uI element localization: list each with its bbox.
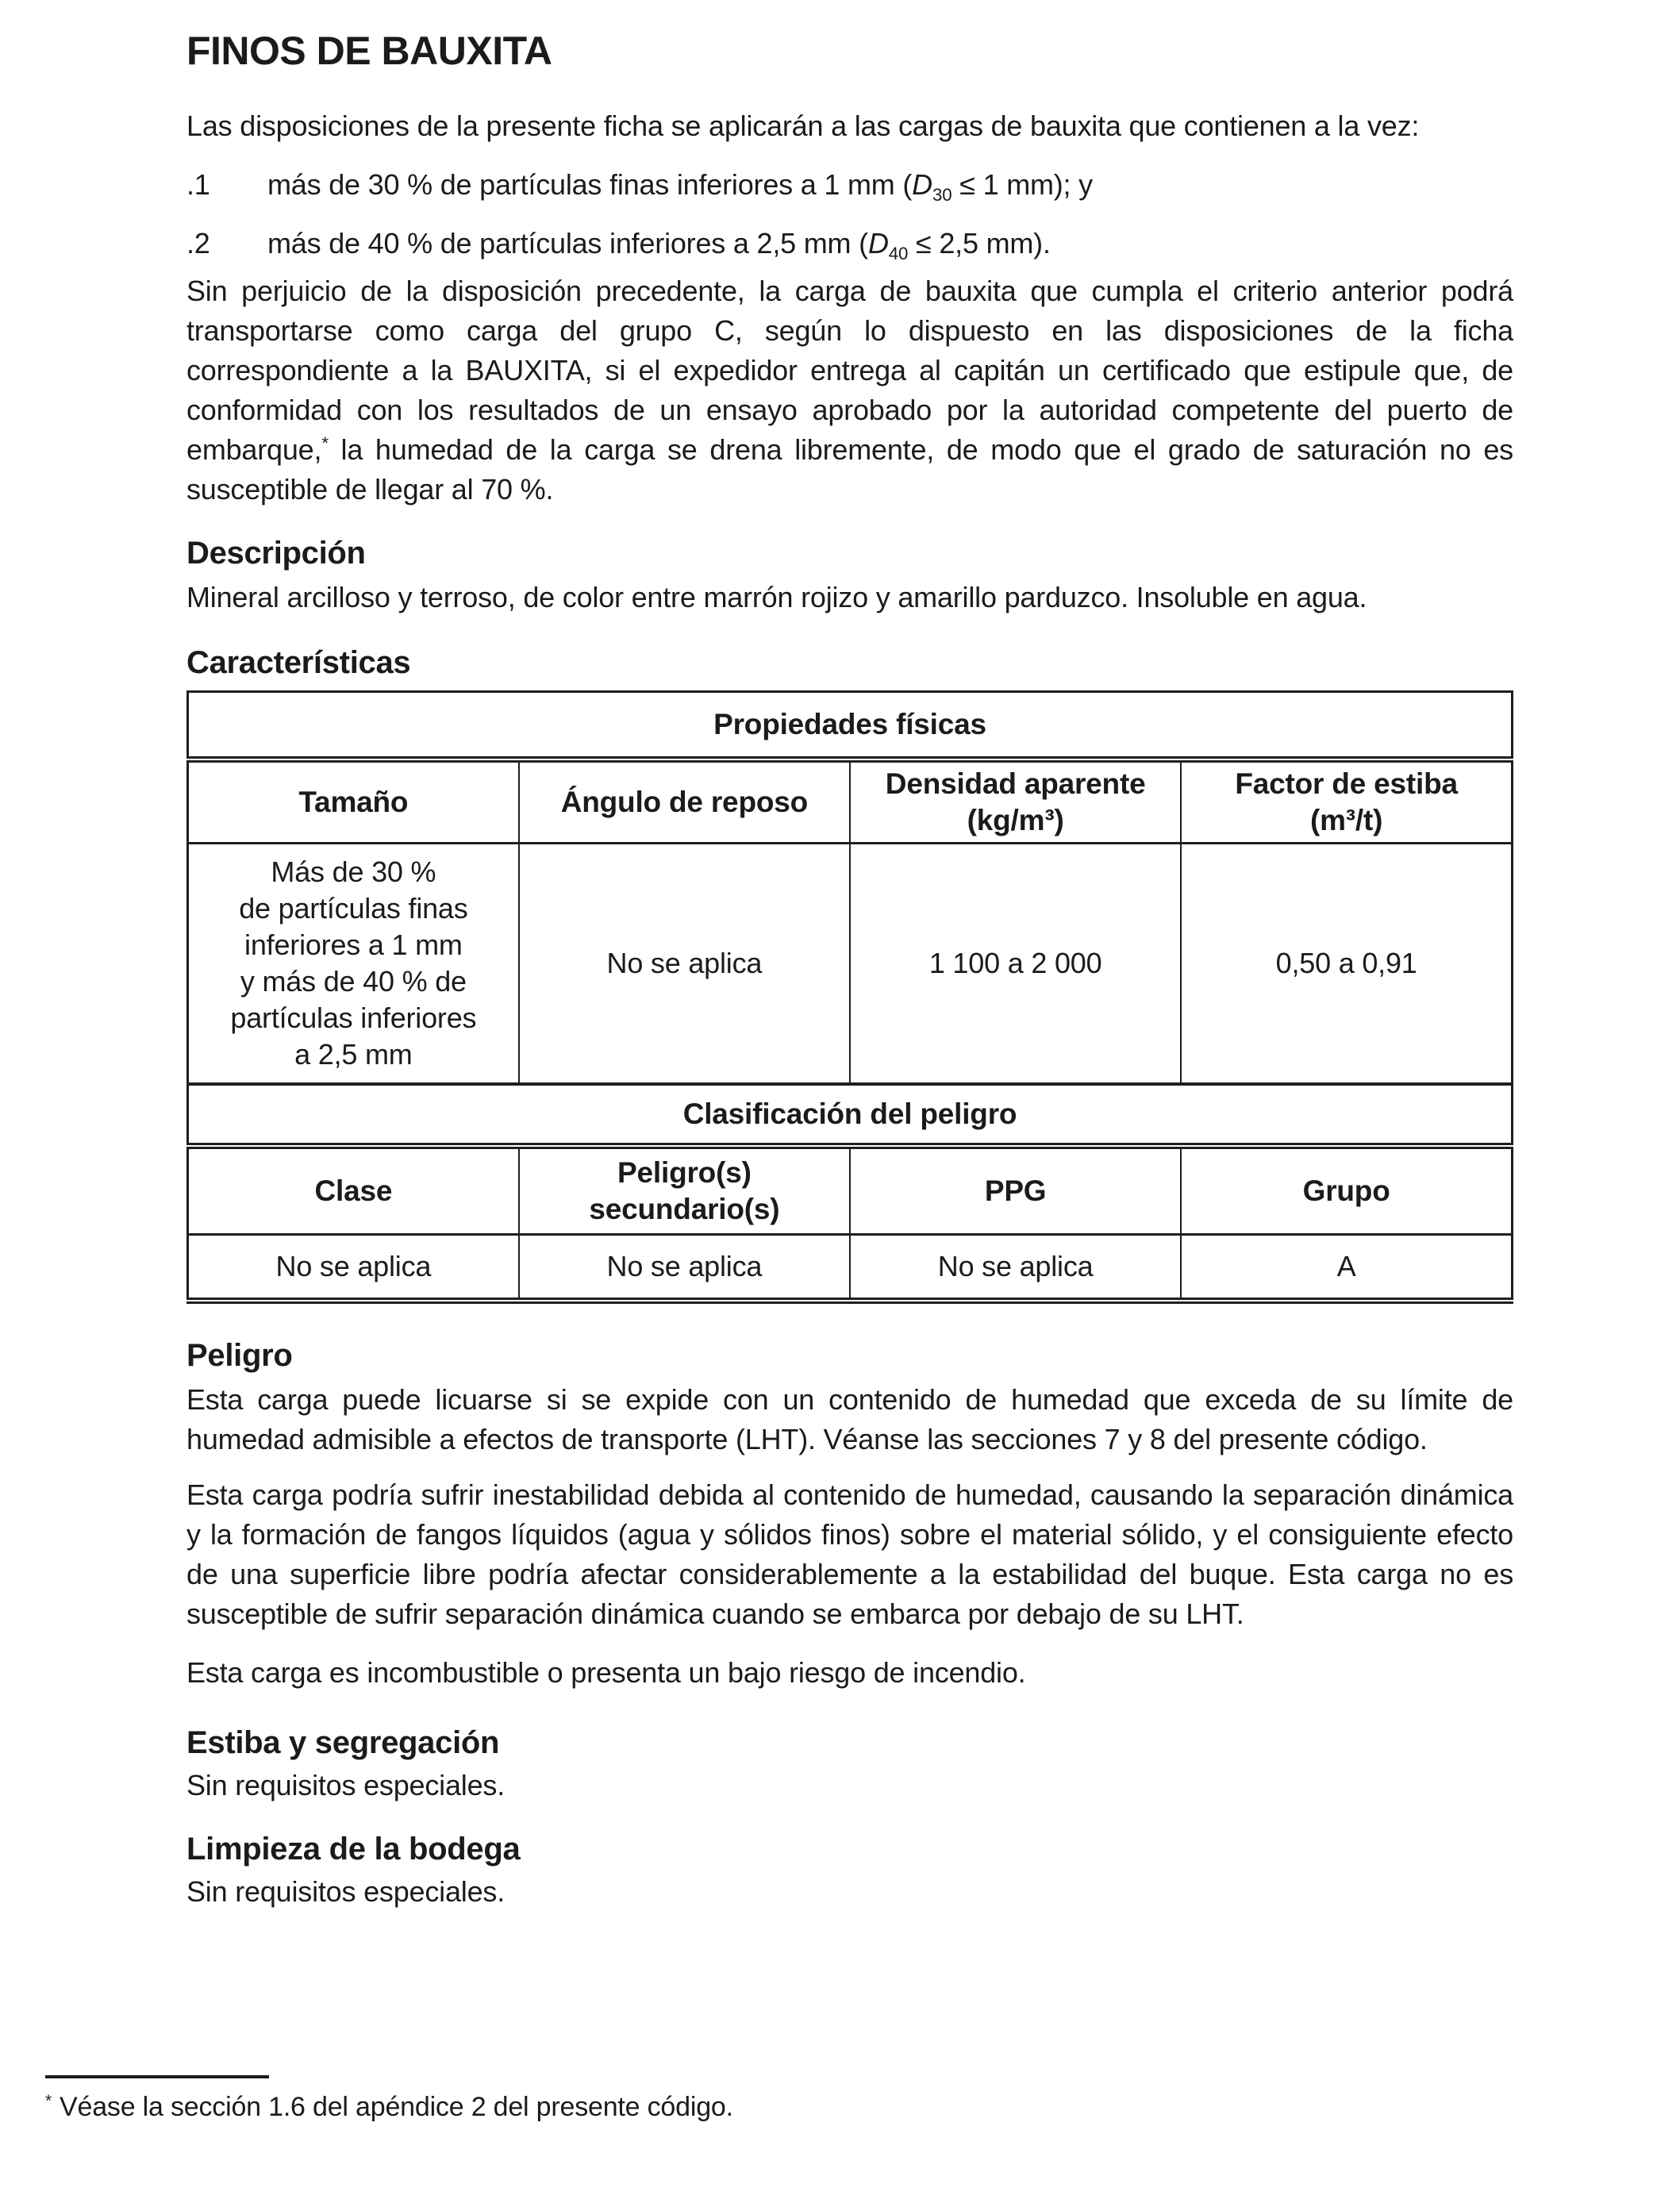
hazard-classification-header-row	[188, 1084, 1513, 1146]
list-item-1-pre: más de 30 % de partículas finas inferiores a 1 mm (	[267, 168, 913, 201]
cell-factor-de-estiba: 0,50 a 0,91	[1181, 844, 1512, 1085]
col-header-factor-line1: Factor de estiba	[1235, 767, 1458, 800]
col-header-tamano-line1: Tamaño	[298, 786, 409, 818]
list-item-1-post: ≤ 1 mm); y	[951, 168, 1093, 201]
list-item-1-text	[267, 165, 1513, 205]
col-header-peligros-line2: secundario(s)	[589, 1193, 780, 1225]
list-item-2-pre: más de 40 % de partículas inferiores a 2,5 mm (	[267, 227, 868, 260]
col-header-angulo-de-reposo	[519, 759, 850, 844]
cell-tamano-line5: partículas inferiores	[230, 1002, 477, 1034]
cell-peligros-secundarios: No se aplica	[519, 1235, 850, 1301]
col-header-peligros-line1: Peligro(s)	[617, 1156, 752, 1189]
estiba-heading: Estiba y segregación	[186, 1725, 500, 1760]
intro-paragraph: Las disposiciones de la presente ficha se aplicarán a las cargas de bauxita que contienen a la vez:	[186, 110, 1420, 142]
list-item-2-post: ≤ 2,5 mm).	[908, 227, 1051, 260]
peligro-heading: Peligro	[186, 1338, 293, 1373]
caracteristicas-heading: Características	[186, 645, 411, 680]
estiba-text: Sin requisitos especiales.	[186, 1769, 506, 1801]
footnote-rule	[45, 2075, 269, 2078]
cell-densidad-aparente: 1 100 a 2 000	[850, 844, 1181, 1085]
hazard-classification-header: Clasificación del peligro	[188, 1084, 1513, 1146]
hazard-classification-column-headers-row	[188, 1146, 1513, 1235]
col-header-densidad-line1: Densidad aparente	[885, 767, 1146, 800]
cell-clase: No se aplica	[188, 1235, 519, 1301]
descripcion-text: Mineral arcilloso y terroso, de color entre marrón rojizo y amarillo parduzco. Insoluble en agua.	[186, 581, 1367, 613]
proviso-text-before-ref: Sin perjuicio de la disposición precedente, la carga de bauxita que cumpla el criterio anterior podrá transportarse como carga del grupo C, según lo dispuesto en las disposiciones de la ficha correspondiente a la BAUXITA, si el expedidor entrega al capitán un certificado que estipule que, de conformidad con los resultados de un ensayo aprobado por la autoridad competente del puerto de embarque,	[186, 275, 1513, 466]
footnote	[45, 2075, 1156, 2124]
variable-d: D	[912, 168, 932, 201]
variable-d: D	[867, 227, 889, 260]
col-header-densidad-line2: (kg/m³)	[967, 804, 1064, 836]
col-header-angulo-line1: Ángulo de reposo	[560, 786, 809, 818]
main-content	[186, 0, 1513, 1912]
col-header-factor-line2: (m³/t)	[1309, 804, 1383, 836]
peligro-paragraph-1: Esta carga puede licuarse si se expide con un contenido de humedad que exceda de su límite de humedad admisible a efectos de transporte (LHT). Véanse las secciones 7 y 8 del presente código.	[186, 1383, 1513, 1455]
proviso-text-after-ref: la humedad de la carga se drena libremente, de modo que el grado de saturación no es susceptible de llegar al 70 %.	[186, 433, 1513, 506]
col-header-factor-de-estiba	[1181, 759, 1512, 844]
cell-tamano-line6: a 2,5 mm	[294, 1038, 413, 1071]
cell-tamano	[188, 844, 519, 1085]
cell-ppg: No se aplica	[850, 1235, 1181, 1301]
col-header-ppg	[850, 1146, 1181, 1235]
list-item-2-text	[267, 224, 1513, 263]
hazard-classification-data-row	[188, 1235, 1513, 1301]
variable-d-subscript: 30	[932, 185, 952, 206]
footnote-ref: *	[321, 433, 329, 453]
peligro-paragraph-3: Esta carga es incombustible o presenta un bajo riesgo de incendio.	[186, 1656, 1026, 1689]
col-header-densidad-aparente	[850, 759, 1181, 844]
physical-properties-column-headers-row	[188, 759, 1513, 844]
physical-properties-header-row	[188, 692, 1513, 760]
list-item-1	[186, 165, 1513, 205]
col-header-grupo-line1: Grupo	[1302, 1175, 1390, 1207]
footnote-text: Véase la sección 1.6 del apéndice 2 del presente código.	[60, 2092, 733, 2122]
cell-tamano-line3: inferiores a 1 mm	[244, 928, 463, 961]
cell-grupo: A	[1181, 1235, 1512, 1301]
col-header-peligros-secundarios	[519, 1146, 850, 1235]
footnote-text-line	[45, 2090, 1156, 2124]
limpieza-text: Sin requisitos especiales.	[186, 1875, 506, 1908]
list-item-2-marker: .2	[186, 227, 210, 260]
cell-tamano-line1: Más de 30 %	[271, 855, 436, 888]
col-header-grupo	[1181, 1146, 1512, 1235]
limpieza-heading: Limpieza de la bodega	[186, 1832, 521, 1867]
col-header-clase-line1: Clase	[314, 1175, 393, 1207]
characteristics-table	[186, 690, 1513, 1304]
variable-d-subscript: 40	[888, 244, 909, 264]
list-item-1-marker: .1	[186, 168, 210, 201]
peligro-paragraph-2: Esta carga podría sufrir inestabilidad debida al contenido de humedad, causando la separación dinámica y la formación de fangos líquidos (agua y sólidos finos) sobre el material sólido, y el consiguiente efecto de una superficie libre podría afectar considerablemente a la estabilidad del buque. Esta carga no es susceptible de sufrir separación dinámica cuando se embarca por debajo de su LHT.	[186, 1478, 1513, 1630]
col-header-tamano	[188, 759, 519, 844]
physical-properties-data-row	[188, 844, 1513, 1085]
col-header-clase	[188, 1146, 519, 1235]
list-item-2	[186, 224, 1513, 263]
proviso-paragraph	[186, 271, 1513, 509]
footnote-marker: *	[45, 2091, 52, 2110]
cell-tamano-line4: y más de 40 % de	[240, 965, 467, 998]
col-header-ppg-line1: PPG	[984, 1175, 1047, 1207]
descripcion-heading: Descripción	[186, 536, 366, 571]
physical-properties-header: Propiedades físicas	[188, 692, 1513, 760]
page-title: FINOS DE BAUXITA	[186, 29, 552, 73]
cell-tamano-line2: de partículas finas	[239, 892, 468, 925]
cell-angulo-de-reposo: No se aplica	[519, 844, 850, 1085]
